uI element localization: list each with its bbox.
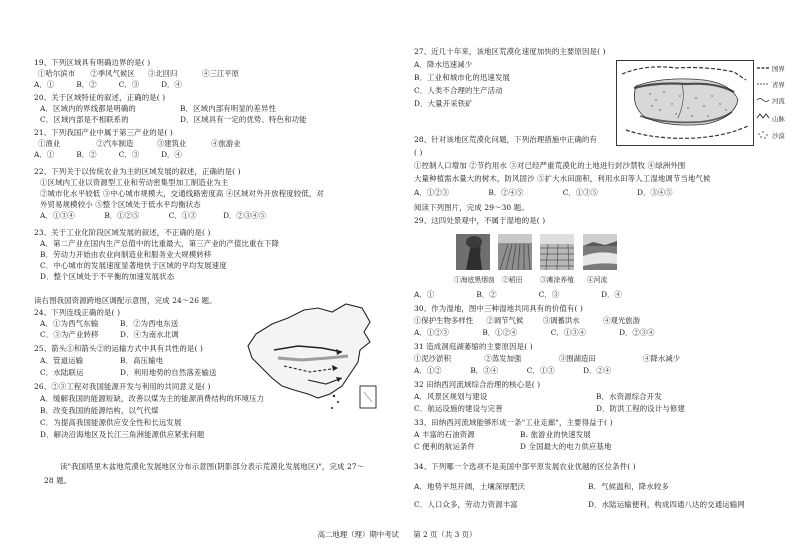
q27-stem: 27、近几十年来，该地区荒漠化速度加快的主要原因是( ) bbox=[414, 47, 606, 56]
q28-choice-b[interactable]: B．②④⑤ bbox=[488, 188, 524, 197]
q20-option-d[interactable]: D．区域具有一定的优势、特色和功能 bbox=[180, 115, 307, 124]
q21-choice-c[interactable]: C．③ bbox=[118, 150, 140, 159]
q28-choice-d[interactable]: D．③④⑤ bbox=[637, 188, 673, 197]
q22-choice-d[interactable]: D．②③④⑤ bbox=[223, 211, 266, 220]
photo-caption-2: ②稻田 bbox=[502, 276, 523, 284]
photo-tidal-aquaculture bbox=[540, 234, 574, 270]
q26-stem: 26、②③工程对我国能源开发与利用的共同意义是( ) bbox=[34, 382, 211, 391]
q19-opt-4: ④三江平原 bbox=[202, 69, 240, 78]
photo-caption-3: ③滩涂养殖 bbox=[540, 276, 574, 284]
q30-opt-1: ①保护生物多样性 bbox=[414, 316, 474, 325]
q21-opt-3: ③建筑业 bbox=[156, 139, 187, 148]
q29-choice-b[interactable]: B．② bbox=[476, 290, 497, 299]
q27-option-a[interactable]: A．降水迅速减少 bbox=[414, 60, 473, 69]
q26-option-c[interactable]: C．为提高我国能源供应安全性和长远发展 bbox=[40, 418, 182, 427]
q29-choice-c[interactable]: C．③ bbox=[538, 290, 560, 299]
right-column bbox=[400, 0, 794, 560]
q29-choice-d[interactable]: D．④ bbox=[601, 290, 622, 299]
q28-line-2: 大量种植需水量大的树木，防风固沙 ⑤扩大水田面积，利用水田等人工湿地调节当地气候 bbox=[414, 174, 711, 183]
q22-choice-a[interactable]: A．①③④ bbox=[40, 211, 75, 220]
footer-subject: 高二地理（理）期中考试 bbox=[317, 530, 399, 539]
q21-stem: 21、下列我国产业中属于第三产业的是( ) bbox=[34, 128, 173, 137]
q19-choice-d[interactable]: D．④ bbox=[161, 80, 182, 89]
q31-opt-1: ①泥沙淤积 bbox=[414, 354, 451, 363]
q27-option-b[interactable]: B．工业和城市化的迅速发展 bbox=[414, 73, 511, 82]
q32-option-d[interactable]: D．防洪工程的设计与修建 bbox=[596, 404, 685, 413]
q30-opt-4: ④观光旅游 bbox=[603, 316, 641, 325]
q30-choice-a[interactable]: A．①②③ bbox=[414, 328, 449, 337]
q31-opt-4: ④降水减少 bbox=[643, 354, 681, 363]
q25-stem: 25、箭头①和箭头②的运输方式中具有共性的是( ) bbox=[34, 344, 204, 353]
q23-option-d[interactable]: D．整个区域处于不平衡的加速发展状态 bbox=[40, 272, 175, 281]
q32-option-c[interactable]: C．航运设施的建设与完善 bbox=[414, 404, 503, 413]
q19-opt-2: ②季风气候区 bbox=[90, 69, 135, 78]
tarim-map-legend-symbols bbox=[756, 62, 770, 142]
q31-stem: 31 造成洞庭湖萎缩的主要原因是( ) bbox=[414, 342, 533, 351]
q21-options bbox=[38, 139, 241, 149]
q34-option-c[interactable]: C．人口众多，劳动力资源丰富 bbox=[414, 500, 518, 509]
q22-line-2: ②城市化水平较低 ③中心城市规模大，交通线路密度高 ④区域对外开放程度较低，对 bbox=[40, 189, 324, 198]
q34-option-a[interactable]: A．地势平坦开阔，土壤深厚肥沃 bbox=[414, 482, 526, 491]
q33-option-d[interactable]: D 全国最大的电力供应基地 bbox=[520, 442, 612, 451]
page-footer bbox=[0, 529, 794, 540]
q19-opt-3: ③北回归 bbox=[147, 69, 178, 78]
q23-option-c[interactable]: C．中心城市的发展速度显著地快于区域的平均发展速度 bbox=[40, 261, 227, 270]
q29-stem: 29、这四处景观中，不属于湿地的是( ) bbox=[414, 216, 546, 225]
q29-choice-a[interactable]: A．① bbox=[414, 290, 435, 299]
q31-choice-d[interactable]: D．②④ bbox=[583, 366, 612, 375]
q22-stem: 22、下列关于以传统农业为主的区域发展的叙述，正确的是( ) bbox=[34, 167, 241, 176]
q21-choice-b[interactable]: B．② bbox=[76, 150, 97, 159]
q31-opt-2: ②蒸发加强 bbox=[484, 354, 522, 363]
photo-rice-field bbox=[498, 234, 532, 270]
q31-choice-c[interactable]: C．①③ bbox=[526, 366, 555, 375]
q25-option-c[interactable]: C．水陆联运 bbox=[40, 368, 84, 377]
q28-line-1: ①控制人口增加 ②节约用水 ③对已经严重荒漠化的土地进行封沙禁牧 ④绿洲外围 bbox=[414, 161, 686, 170]
q26-option-d[interactable]: D．解决沿海地区及长江三角洲能源供应紧张问题 bbox=[40, 430, 205, 439]
photo-black-smoker bbox=[456, 234, 490, 270]
intro-29-30: 阅读下列图片，完成 29～30 题。 bbox=[414, 203, 529, 212]
q33-option-a[interactable]: A 丰富的石油资源 bbox=[414, 430, 475, 439]
q21-opt-1: ①渔业 bbox=[38, 139, 61, 148]
q33-option-b[interactable]: B. 旅游业的快速发展 bbox=[520, 430, 591, 439]
q33-option-c[interactable]: C 便利的航运条件 bbox=[414, 442, 476, 451]
q30-choice-d[interactable]: D．②③④ bbox=[619, 328, 655, 337]
legend-label-river: 河流 bbox=[772, 97, 785, 105]
q30-choice-c[interactable]: C．①③④ bbox=[550, 328, 586, 337]
q25-option-d[interactable]: D．利用地势的自然落差输送 bbox=[120, 368, 217, 377]
q24-option-c[interactable]: C．③为产业转移 bbox=[40, 330, 99, 339]
q31-choice-a[interactable]: A．①② bbox=[414, 366, 442, 375]
q30-opt-3: ③调蓄洪水 bbox=[542, 316, 580, 325]
q20-option-b[interactable]: B．区域内部有明显的差异性 bbox=[180, 104, 277, 113]
q23-option-a[interactable]: A．第二产业在国内生产总值中的比重最大，第三产业的产值比重在下降 bbox=[40, 239, 280, 248]
photo-river bbox=[583, 234, 617, 270]
q34-option-b[interactable]: B．气候温和，降水较多 bbox=[588, 482, 669, 491]
q19-choices bbox=[34, 80, 182, 90]
q24-option-a[interactable]: A．①为西气东输 bbox=[40, 319, 99, 328]
q25-option-a[interactable]: A．管道运输 bbox=[40, 356, 84, 365]
q34-option-d[interactable]: D．水陆运输便利，构成四通八达的交通运输网 bbox=[588, 500, 745, 509]
q24-stem: 24、下列连线正确的是( ) bbox=[34, 308, 121, 317]
q19-options bbox=[38, 69, 239, 79]
q28-choices bbox=[414, 188, 673, 198]
intro-27-28-line1: 读"我国塔里木盆地荒漠化发展地区分布示意图(阴影部分表示荒漠化发展地区)"，完成 27～ bbox=[60, 462, 365, 471]
q23-option-b[interactable]: B．劳动力开始由农业向制造业和服务业大规模转移 bbox=[40, 250, 212, 259]
q21-opt-2: ②汽车制造 bbox=[96, 139, 134, 148]
q21-choice-a[interactable]: A．① bbox=[34, 150, 55, 159]
q27-option-d[interactable]: D．大量开采铁矿 bbox=[414, 99, 473, 108]
q19-opt-1: ①哈尔滨市 bbox=[38, 69, 75, 78]
intro-24-26: 读右图我国资源跨地区调配示意图，完成 24～26 题。 bbox=[34, 296, 217, 305]
q30-choice-b[interactable]: B．①②④ bbox=[482, 328, 518, 337]
q32-option-a[interactable]: A．风景区规划与建设 bbox=[414, 392, 488, 401]
q30-options bbox=[414, 316, 640, 326]
q32-stem: 32 田纳西河流域综合治理的核心是( ) bbox=[414, 380, 541, 389]
q30-opt-2: ②调节气候 bbox=[486, 316, 524, 325]
q21-opt-4: ④旅游业 bbox=[211, 139, 241, 148]
q33-stem: 33、田纳西河流域能够形成一条"工业走廊"，主要得益于( ) bbox=[414, 418, 613, 427]
q22-choice-b[interactable]: B．①②⑤ bbox=[104, 211, 140, 220]
q21-choice-d[interactable]: D．④ bbox=[161, 150, 182, 159]
legend-label-border: 国界 bbox=[772, 65, 785, 73]
footer-page-number: 第 2 页（共 3 页） bbox=[413, 530, 477, 539]
q19-choice-c[interactable]: C．③ bbox=[118, 80, 140, 89]
q19-stem: 19、下列区域具有明确边界的是( ) bbox=[34, 58, 151, 67]
q31-opt-3: ③围湖造田 bbox=[558, 354, 596, 363]
q28-paren: ( ) bbox=[414, 148, 423, 157]
legend-label-province: 省界 bbox=[772, 81, 785, 89]
q30-choices bbox=[414, 328, 655, 338]
china-outline bbox=[248, 304, 370, 398]
legend-label-mountain: 山脉 bbox=[772, 115, 785, 123]
q22-line-1: ①区域内工业以资源型工业和劳动密集型加工制造业为主 bbox=[40, 178, 229, 187]
q34-stem: 34、下列哪一个选项不是美国中部平原发展农业优越的区位条件( ) bbox=[414, 462, 636, 471]
q28-choice-c[interactable]: C．①③⑤ bbox=[562, 188, 598, 197]
q30-stem: 30、作为湿地，图中三种湿地共同具有的价值有( ) bbox=[414, 304, 584, 313]
q26-option-b[interactable]: B．改变我国的能源结构，以气代煤 bbox=[40, 406, 159, 415]
q24-option-b[interactable]: B．②为西电东送 bbox=[120, 319, 179, 328]
q19-choice-b[interactable]: B．② bbox=[76, 80, 97, 89]
q22-line-3: 外贸易规模较小 ⑤整个区域处于低水平均衡状态 bbox=[40, 200, 201, 209]
legend-label-desert: 沙漠 bbox=[772, 132, 785, 140]
tarim-desertification-map bbox=[616, 60, 754, 146]
q27-option-c[interactable]: C．人类不合理的生产活动 bbox=[414, 86, 503, 95]
q28-choice-a[interactable]: A．①②③ bbox=[414, 188, 449, 197]
q31-choice-b[interactable]: B．③④ bbox=[470, 366, 498, 375]
q20-option-c[interactable]: C．区域内部是不相联系的 bbox=[40, 115, 129, 124]
q32-option-b[interactable]: B．水资源综合开发 bbox=[596, 392, 662, 401]
q22-choice-c[interactable]: C．①③ bbox=[168, 211, 197, 220]
q28-stem: 28、针对该地区荒漠化问题，下列治理措施中正确的有 bbox=[414, 135, 598, 144]
q20-stem: 20、关于区域特征的叙述，正确的是( ) bbox=[34, 93, 166, 102]
q26-option-a[interactable]: A．缓解我国的能源短缺，改善以煤为主的能源消费结构的环境压力 bbox=[40, 394, 265, 403]
q25-option-b[interactable]: B．高压输电 bbox=[120, 356, 164, 365]
q31-choices bbox=[414, 366, 611, 376]
photo-caption-1: ①海底黑烟囱 bbox=[454, 276, 495, 284]
q23-stem: 23、关于工业化阶段区域发展的叙述，不正确的是( ) bbox=[34, 228, 211, 237]
q29-choices bbox=[414, 290, 622, 300]
q20-option-a[interactable]: A．区域内的界线都是明确的 bbox=[40, 104, 136, 113]
q21-choices bbox=[34, 150, 182, 160]
china-resource-map bbox=[238, 298, 388, 416]
photo-caption-4: ④河流 bbox=[587, 276, 608, 284]
q22-choices bbox=[40, 211, 266, 221]
intro-27-28-line2: 28 题。 bbox=[44, 476, 72, 485]
q31-options bbox=[414, 354, 680, 364]
q19-choice-a[interactable]: A．① bbox=[34, 80, 55, 89]
q24-option-d[interactable]: D．④为南水北调 bbox=[120, 330, 179, 339]
